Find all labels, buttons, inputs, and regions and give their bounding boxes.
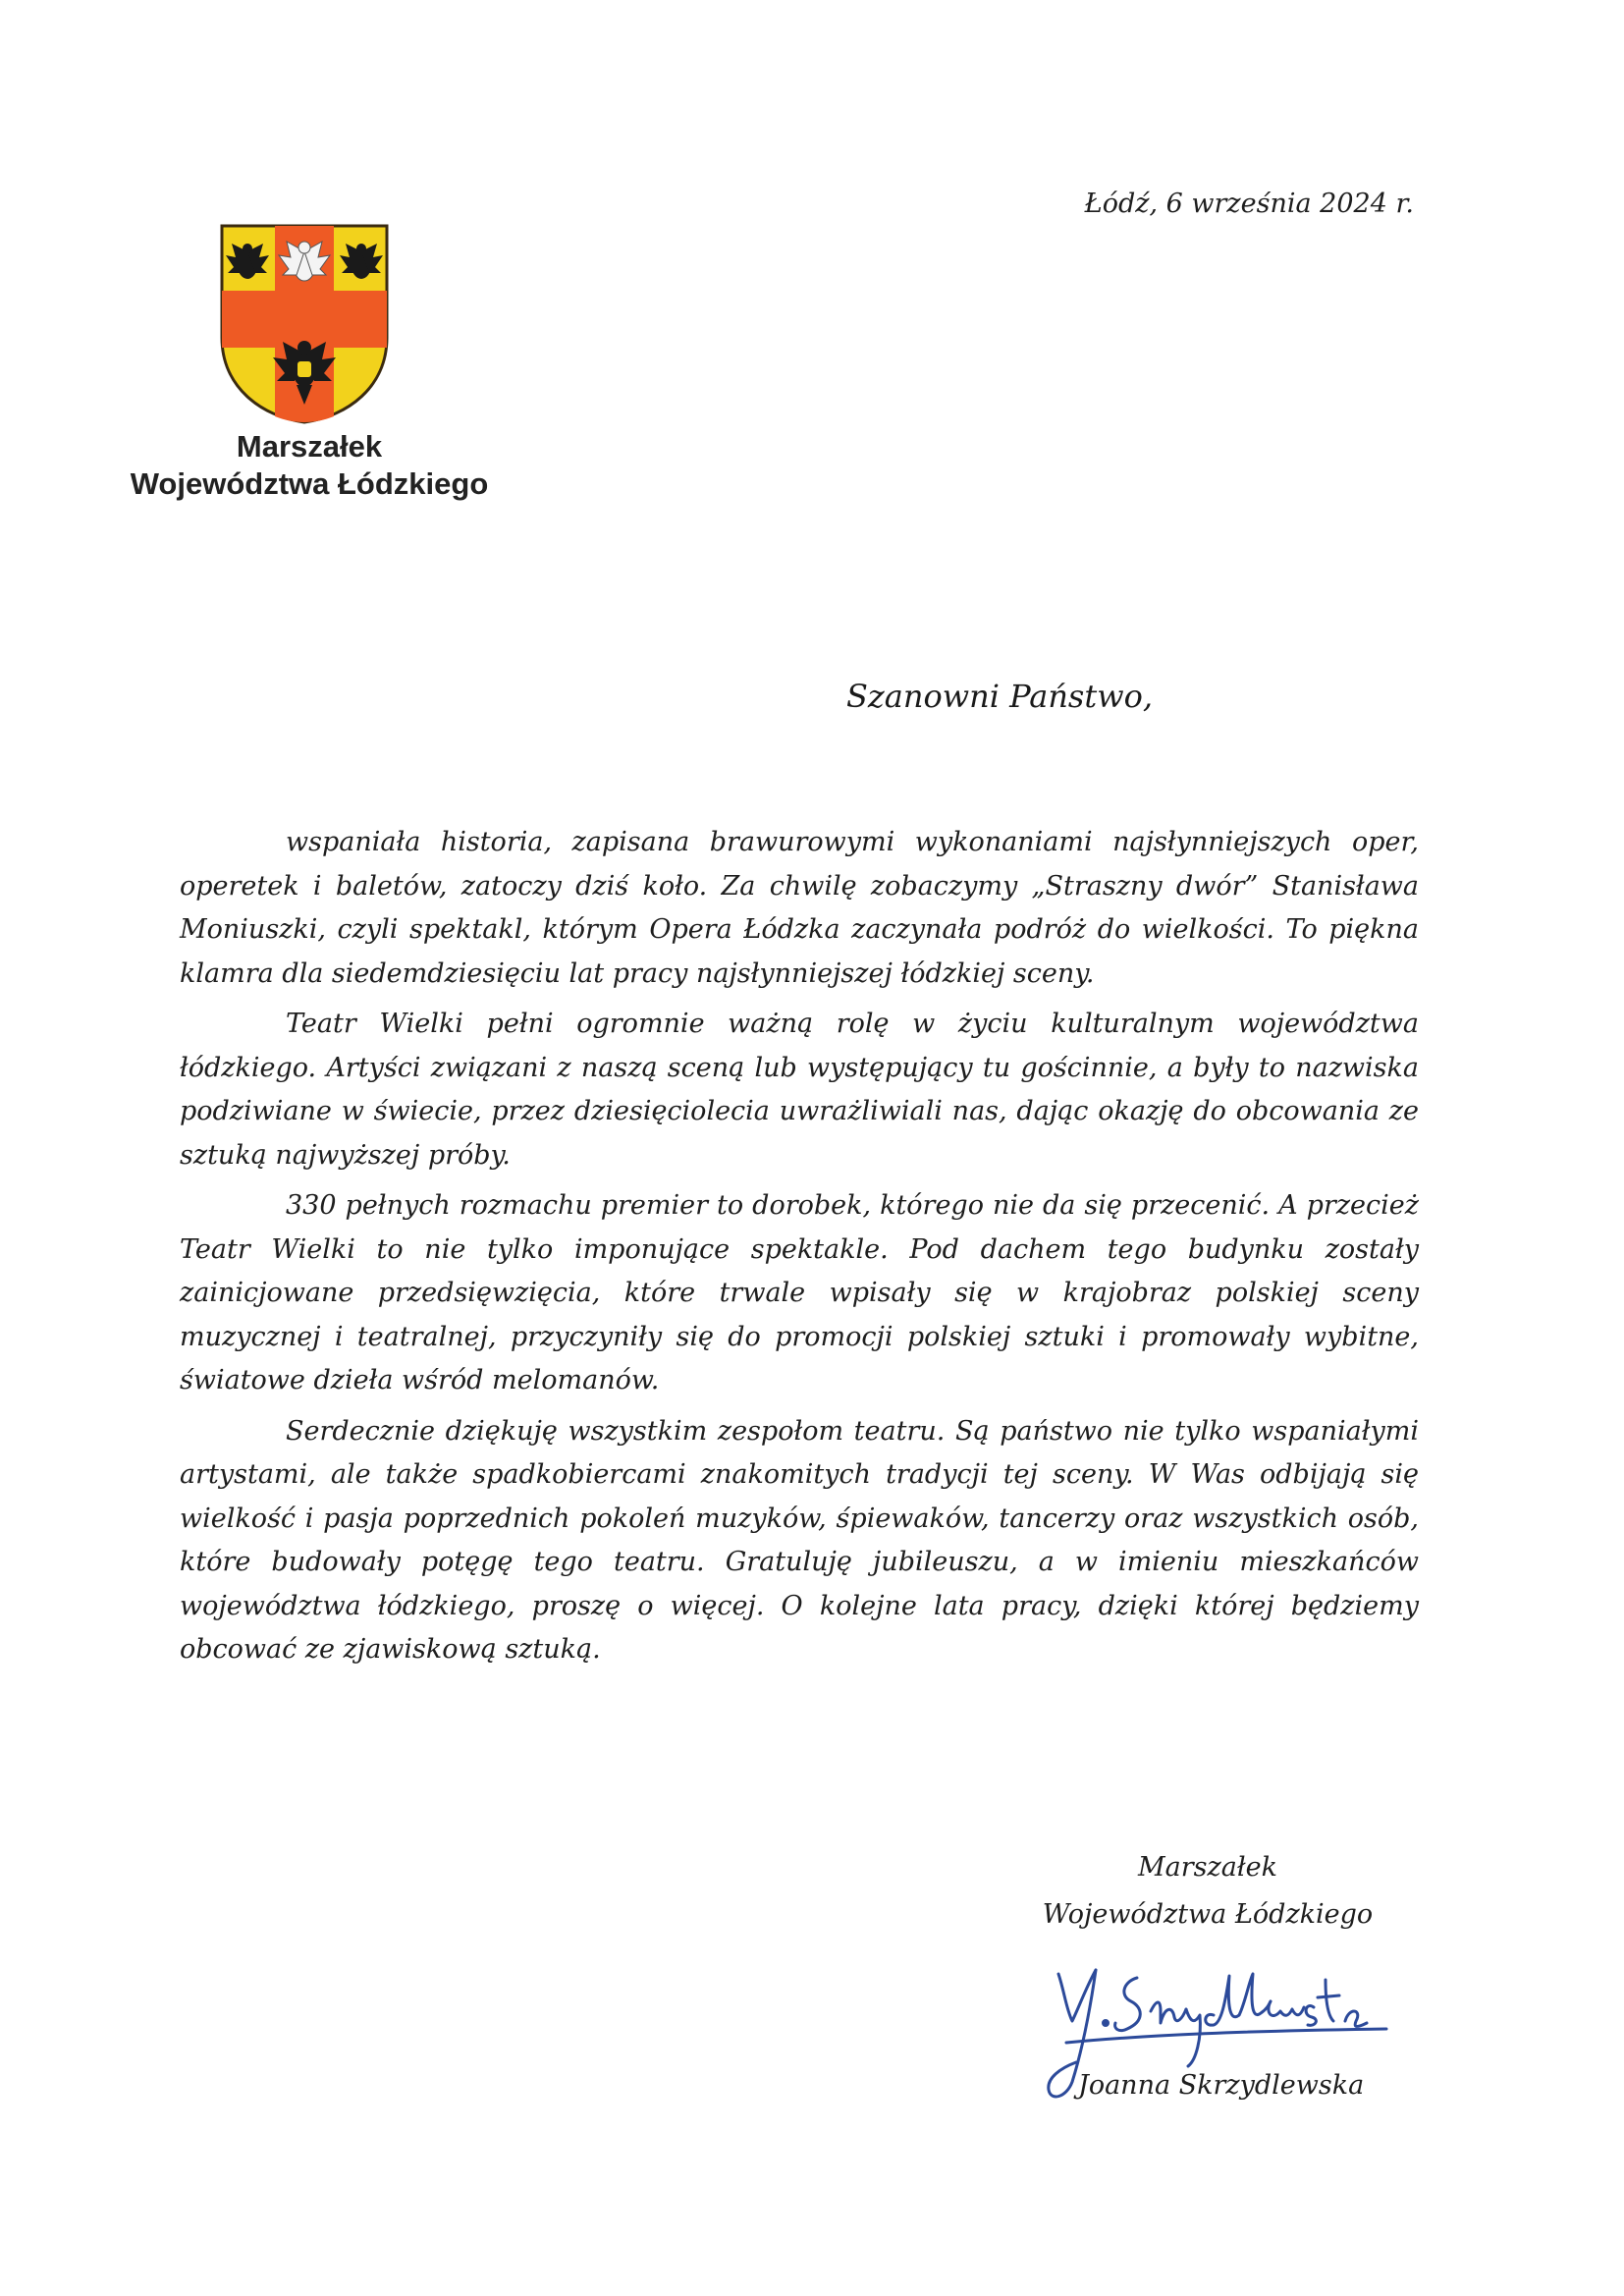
signature-region: Województwa Łódzkiego bbox=[1042, 1899, 1374, 1930]
letter-body bbox=[180, 821, 1419, 1679]
paragraph: 330 pełnych rozmachu premier to dorobek, którego nie da się przecenić. A przecież Teatr Wielki to nie tylko imponujące spektakle. Pod dachem tego budynku zostały zainicjowane przedsięwzięcia, które trwale wpisały się w krajobraz polskiej sceny muzycznej i teatralnej, przyczyniły się do promocji polskiej sztuki i promowały wybitne, światowe dzieła wśród melomanów. bbox=[180, 1190, 1419, 1395]
office-header bbox=[88, 428, 530, 503]
salutation: Szanowni Państwo, bbox=[846, 678, 1154, 715]
office-region: Województwa Łódzkiego bbox=[130, 466, 489, 501]
signature-office: Marszałek bbox=[1138, 1852, 1277, 1883]
letter-date: Łódź, 6 września 2024 r. bbox=[1084, 189, 1414, 219]
paragraph: Teatr Wielki pełni ogromnie ważną rolę w życiu kulturalnym województwa łódzkiego. Artyści związani z naszą sceną lub występujący tu gościnnie, a były to nazwiska podziwiane w świecie, przez dziesięciolecia uwrażliwiali nas, dając okazję do obcowania ze sztuką najwyższej próby. bbox=[180, 1009, 1419, 1171]
office-title: Marszałek bbox=[236, 429, 383, 464]
signature-title bbox=[1001, 1844, 1414, 1939]
signer-name: Joanna Skrzydlewska bbox=[1078, 2070, 1365, 2101]
paragraph: Serdecznie dziękuję wszystkim zespołom teatru. Są państwo nie tylko wspaniałymi artystami, ale także spadkobiercami znakomitych tradycji tej sceny. W Was odbijają się wielkość i pasja poprzednich pokoleń muzyków, śpiewaków, tancerzy oraz wszystkich osób, które budowały potęgę tego teatru. Gratuluję jubileuszu, a w imieniu mieszkańców województwa łódzkiego, proszę o więcej. O kolejne lata pracy, dzięki której będziemy obcować ze zjawiskową sztuką. bbox=[180, 1415, 1419, 1665]
coat-of-arms-icon bbox=[218, 222, 391, 426]
paragraph: wspaniała historia, zapisana brawurowymi wykonaniami najsłynniejszych oper, operetek i baletów, zatoczy dziś koło. Za chwilę zobaczymy „Straszny dwór” Stanisława Moniuszki, czyli spektakl, którym Opera Łódzka zaczynała podróż do wielkości. To piękna klamra dla siedemdziesięciu lat pracy najsłynniejszej łódzkiej sceny. bbox=[180, 827, 1419, 989]
